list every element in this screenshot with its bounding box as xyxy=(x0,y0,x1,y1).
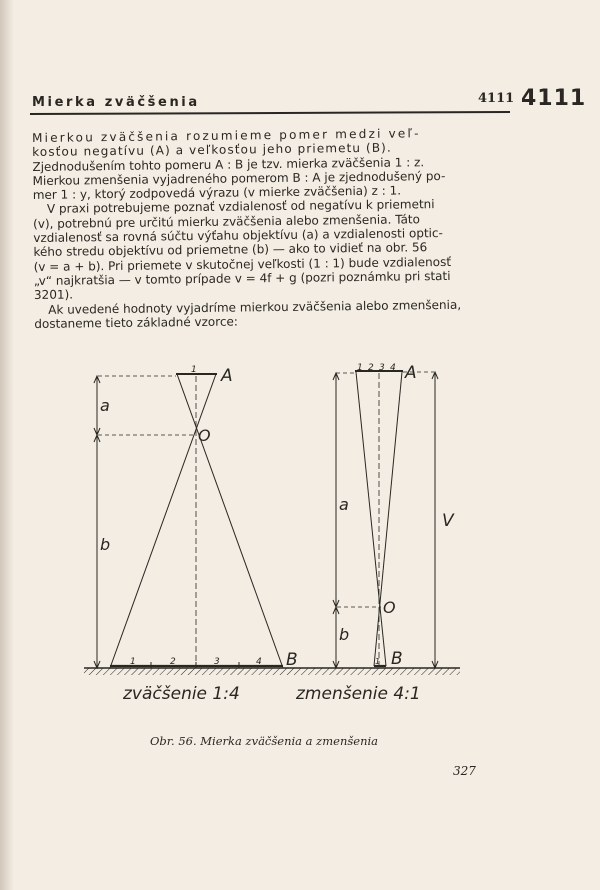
ray-right-to-left xyxy=(374,372,402,666)
label-A-right: A xyxy=(405,363,417,383)
ray-left-to-right xyxy=(177,374,283,668)
text-line: Mierkou zväčšenia rozumieme pomer medzi veľ- xyxy=(32,126,421,145)
section-title: Mierka zväčšenia xyxy=(32,95,200,110)
tick-label-bottom: 2 xyxy=(170,657,176,667)
label-B-left: B xyxy=(286,650,298,670)
text-line: 3201). xyxy=(33,287,74,303)
ray-left-to-right xyxy=(356,372,386,666)
label-O-left: O xyxy=(198,426,211,445)
text-line: vzdialenosť sa rovná súčtu výťahu objektívu (a) a vzdialenosti optic- xyxy=(33,226,443,246)
section-number-small: 4111 xyxy=(478,91,515,106)
text-line: V praxi potrebujeme poznať vzdialenosť od negatívu k priemetni xyxy=(46,197,435,217)
label-b-right: b xyxy=(339,625,350,644)
text-line: (v), potrebnú pre určitú mierku zväčšenia alebo zmenšenia. Táto xyxy=(33,212,421,231)
tick-label-top: 1 xyxy=(357,363,363,373)
label-O-right: O xyxy=(383,598,396,617)
text-line: (v = a + b). Pri priemete v skutočnej veľkosti (1 : 1) bude vzdialenosť xyxy=(33,254,452,274)
label-V: V xyxy=(442,511,454,531)
title-reduction: zmenšenie 4:1 xyxy=(296,684,421,704)
figure-caption: Obr. 56. Mierka zväčšenia a zmenšenia xyxy=(150,734,379,748)
tick-label-top: 4 xyxy=(390,363,396,373)
text-line: Ak uvedené hodnoty vyjadríme mierkou zväčšenia alebo zmenšenia, xyxy=(48,297,462,317)
text-line: mer 1 : y, ktorý zodpovedá výrazu (v mierke zväčšenia) z : 1. xyxy=(32,183,402,203)
tick-label-bottom: 1 xyxy=(130,657,136,667)
title-enlargement: zväčšenie 1:4 xyxy=(123,684,240,704)
diagram-enlargement xyxy=(94,374,283,668)
label-a-left: a xyxy=(100,396,110,415)
ray-right-to-left xyxy=(110,374,216,668)
tick-label-top: 3 xyxy=(379,363,385,373)
text-line: „v“ najkratšia — v tomto prípade v = 4f + g (pozri poznámku pri stati xyxy=(33,268,451,288)
text-line: Mierkou zmenšenia vyjadreného pomerom B : A je zjednodušený po- xyxy=(32,168,446,188)
tick-label-bottom: 3 xyxy=(214,657,220,667)
page-number: 327 xyxy=(453,764,476,778)
text-line: kého stredu objektívu od priemetne (b) — ako to vidieť na obr. 56 xyxy=(33,240,428,260)
text-line: dostaneme tieto základné vzorce: xyxy=(34,314,239,331)
text-line: Zjednodušením tohto pomeru A : B je tzv. mierka zväčšenia 1 : z. xyxy=(32,154,425,174)
label-a-right: a xyxy=(339,495,349,514)
section-number-big: 4111 xyxy=(521,86,587,111)
label-B-right: B xyxy=(391,649,403,669)
diagram-reduction xyxy=(333,371,438,668)
text-line: kosťou negatívu (A) a veľkosťou jeho priemetu (B). xyxy=(32,140,392,160)
tick-label-top: 2 xyxy=(368,363,374,373)
tick-label-bottom: 4 xyxy=(256,657,262,667)
tick-label-bottom-right: 1 xyxy=(375,657,381,666)
label-b-left: b xyxy=(100,535,111,554)
tick-label-top-left: 1 xyxy=(191,365,197,375)
label-A-left: A xyxy=(221,366,233,386)
ground-hatch xyxy=(84,668,460,675)
